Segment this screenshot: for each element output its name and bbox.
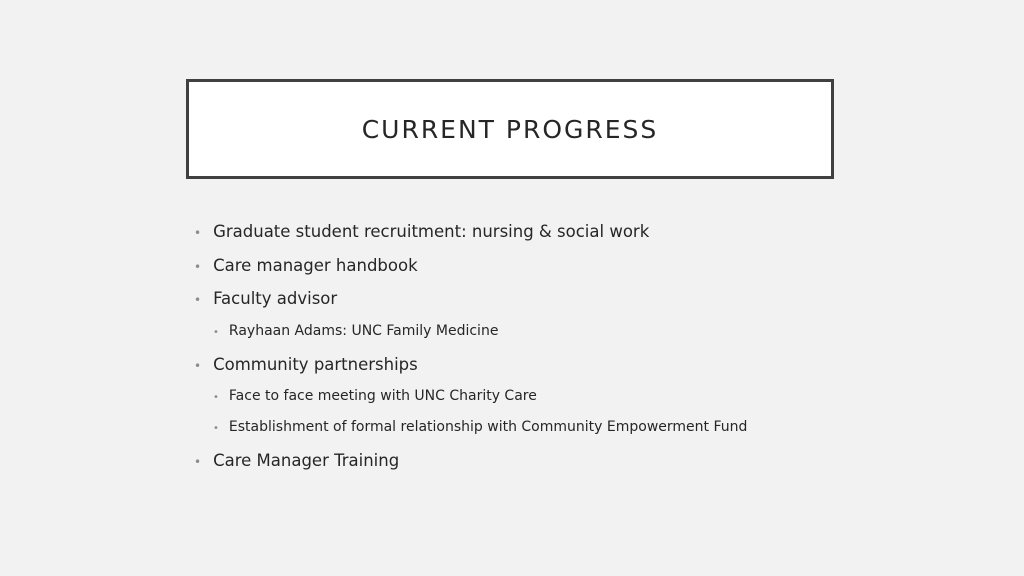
bullet-dot-icon: •: [194, 359, 202, 373]
bullet-dot-icon: •: [194, 455, 202, 469]
sub-bullet-text: Establishment of formal relationship with Community Empowerment Fund: [228, 419, 748, 435]
slide-title: CURRENT PROGRESS: [361, 114, 659, 144]
bullet-item: [194, 451, 399, 470]
bullet-text: Faculty advisor: [213, 289, 338, 308]
bullet-dot-icon: •: [194, 226, 202, 240]
bullet-text: Graduate student recruitment: nursing & social work: [213, 222, 650, 241]
bullet-text: Care Manager Training: [213, 451, 400, 470]
bullet-text: Care manager handbook: [213, 256, 418, 275]
sub-bullet-text: Rayhaan Adams: UNC Family Medicine: [228, 323, 499, 339]
bullet-item: [194, 355, 418, 374]
sub-bullet-item: [213, 419, 747, 435]
bullet-dot-icon: •: [213, 327, 219, 338]
bullet-dot-icon: •: [194, 260, 202, 274]
bullet-dot-icon: •: [213, 423, 219, 434]
bullet-item: [194, 256, 418, 275]
title-box: [186, 79, 834, 179]
bullet-dot-icon: •: [194, 293, 202, 307]
sub-bullet-item: [213, 323, 498, 339]
sub-bullet-text: Face to face meeting with UNC Charity Care: [228, 388, 537, 404]
bullet-item: [194, 222, 649, 241]
bullet-item: [194, 289, 337, 308]
bullet-dot-icon: •: [213, 392, 219, 403]
bullet-text: Community partnerships: [213, 355, 418, 374]
sub-bullet-item: [213, 388, 537, 404]
